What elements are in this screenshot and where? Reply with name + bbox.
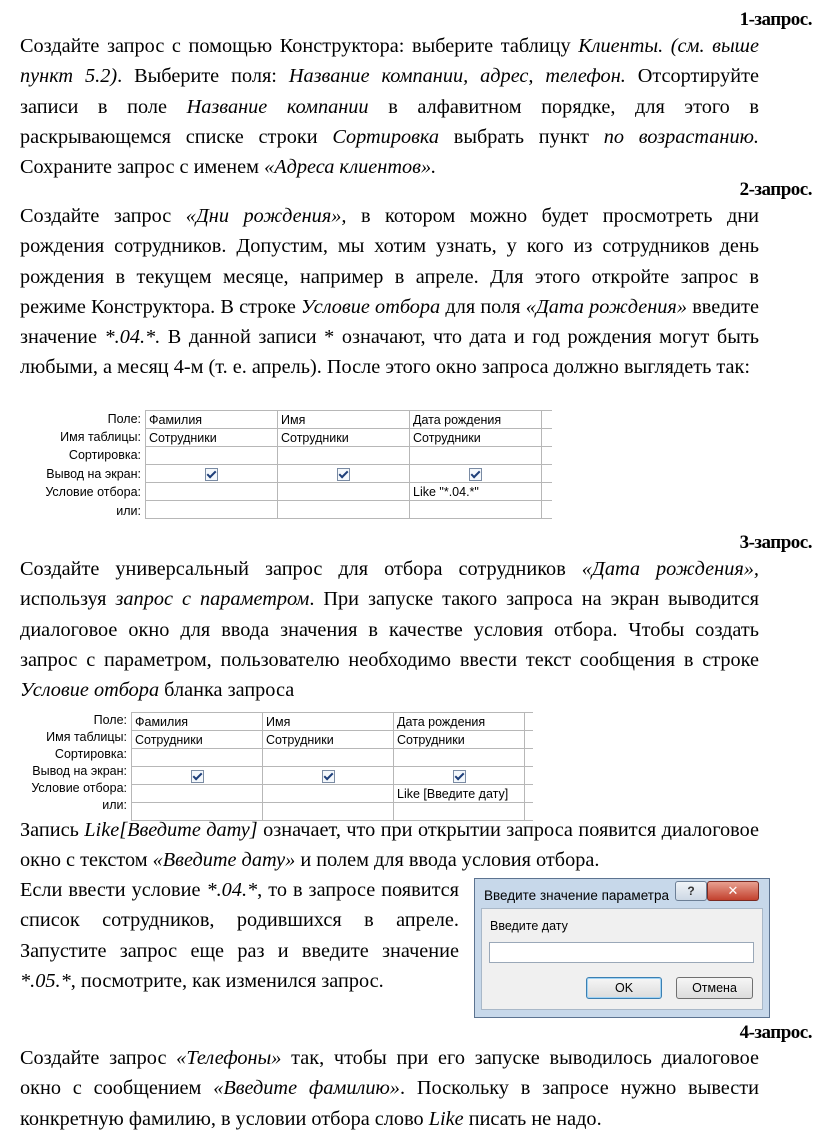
cell-criteria-3[interactable]: Like "*.04.*" (410, 483, 542, 501)
cell-show-3 (410, 465, 542, 483)
cell-field-3[interactable]: Дата рождения (410, 411, 542, 429)
cell-empty[interactable] (542, 447, 552, 465)
cell-empty[interactable] (525, 749, 533, 767)
row-label-table: Имя таблицы: (46, 730, 127, 744)
cell-empty[interactable] (542, 411, 552, 429)
query-design-grid-2 (0, 712, 540, 820)
cell-empty[interactable] (525, 767, 533, 785)
cell-or-2[interactable] (278, 501, 410, 519)
cancel-button[interactable]: Отмена (676, 977, 753, 999)
cell-show-3 (394, 767, 525, 785)
parameter-input[interactable] (489, 942, 754, 963)
paragraph-like-explanation: Запись Like[Введите дату] означает, что при открытии запроса появится диалоговое окно с текстом «Введите дату» и полем для ввода условия отбора. (20, 819, 759, 872)
row-label-table: Имя таблицы: (60, 430, 141, 444)
cell-field-2[interactable]: Имя (263, 713, 394, 731)
paragraph-query-1: Создайте запрос с помощью Конструктора: выберите таблицу Клиенты. (см. выше пункт 5.2). Выберите поля: Название компании, адрес, телефон. Отсортируйте записи в поле Название компании в алфавитном порядке, для этого в раскрывающемся списке строки Сортировка выбрать пункт по возрастанию. Сохраните запрос с именем «Адреса клиентов». (20, 35, 759, 179)
show-checkbox-2[interactable] (337, 468, 350, 481)
row-label-or: или: (102, 798, 127, 812)
paragraph-query-3: Создайте универсальный запрос для отбора сотрудников «Дата рождения», используя запрос с параметром. При запуске такого запроса на экран выводится диалоговое окно для ввода значения в качестве условия отбора. Чтобы создать запрос с параметром, пользователю необходимо ввести текст сообщения в строке Условие отбора бланка запроса (20, 558, 760, 702)
cell-field-2[interactable]: Имя (278, 411, 410, 429)
help-button[interactable]: ? (675, 881, 707, 901)
query-design-grid-1 (0, 410, 560, 528)
heading-query-1: 1-запрос. (739, 9, 812, 30)
cell-show-2 (278, 465, 410, 483)
cell-field-3[interactable]: Дата рождения (394, 713, 525, 731)
cell-sort-2[interactable] (263, 749, 394, 767)
parameter-dialog (474, 878, 770, 1018)
heading-query-3: 3-запрос. (739, 532, 812, 553)
cell-criteria-3[interactable]: Like [Введите дату] (394, 785, 525, 803)
cell-field-1[interactable]: Фамилия (132, 713, 263, 731)
paragraph-try-conditions: Если ввести условие *.04.*, то в запросе появится список сотрудников, родившихся в апреле. Запустите запрос еще раз и введите значение *.05.*, посмотрите, как изменился запрос. (20, 879, 460, 992)
show-checkbox-2[interactable] (322, 770, 335, 783)
cell-show-2 (263, 767, 394, 785)
cell-or-3[interactable] (410, 501, 542, 519)
cell-sort-3[interactable] (410, 447, 542, 465)
show-checkbox-1[interactable] (205, 468, 218, 481)
cell-criteria-1[interactable] (146, 483, 278, 501)
row-label-show: Вывод на экран: (32, 764, 127, 778)
cell-table-3[interactable]: Сотрудники (410, 429, 542, 447)
cell-criteria-1[interactable] (132, 785, 263, 803)
cell-sort-1[interactable] (132, 749, 263, 767)
heading-query-4: 4-запрос. (739, 1022, 812, 1043)
row-label-criteria: Условие отбора: (45, 485, 141, 499)
cell-table-2[interactable]: Сотрудники (263, 731, 394, 749)
cell-empty[interactable] (525, 713, 533, 731)
heading-query-2: 2-запрос. (739, 179, 812, 200)
cell-criteria-2[interactable] (263, 785, 394, 803)
dialog-prompt: Введите дату (490, 919, 568, 933)
show-checkbox-3[interactable] (453, 770, 466, 783)
cell-sort-1[interactable] (146, 447, 278, 465)
cell-empty[interactable] (525, 785, 533, 803)
cell-table-1[interactable]: Сотрудники (132, 731, 263, 749)
row-label-criteria: Условие отбора: (31, 781, 127, 795)
paragraph-query-2: Создайте запрос «Дни рождения», в котором можно будет просмотреть дни рождения сотрудников. Допустим, мы хотим узнать, у кого из сотрудников день рождения в текущем месяце, например в апреле. Для этого откройте запрос в режиме Конструктора. В строке Условие отбора для поля «Дата рождения» введите значение *.04.*. В данной записи * означают, что дата и год рождения могут быть любыми, а месяц 4-м (т. е. апрель). После этого окно запроса должно выглядеть так: (20, 205, 759, 379)
dialog-body (481, 908, 763, 1010)
show-checkbox-3[interactable] (469, 468, 482, 481)
cell-show-1 (132, 767, 263, 785)
dialog-title: Введите значение параметра (484, 888, 669, 903)
row-label-or: или: (116, 504, 141, 518)
row-label-sort: Сортировка: (68, 448, 141, 462)
cell-empty[interactable] (542, 483, 552, 501)
row-label-sort: Сортировка: (54, 747, 127, 761)
cell-sort-3[interactable] (394, 749, 525, 767)
cell-table-3[interactable]: Сотрудники (394, 731, 525, 749)
cell-empty[interactable] (542, 465, 552, 483)
cell-show-1 (146, 465, 278, 483)
paragraph-query-4: Создайте запрос «Телефоны» так, чтобы при его запуске выводилось диалоговое окно с сообщением «Введите фамилию». Поскольку в запросе нужно вывести конкретную фамилию, в условии отбора слово Like писать не надо. (20, 1047, 759, 1130)
cell-empty[interactable] (542, 429, 552, 447)
cell-criteria-2[interactable] (278, 483, 410, 501)
cell-table-2[interactable]: Сотрудники (278, 429, 410, 447)
cell-empty[interactable] (542, 501, 552, 519)
row-label-show: Вывод на экран: (46, 467, 141, 481)
cell-field-1[interactable]: Фамилия (146, 411, 278, 429)
cell-sort-2[interactable] (278, 447, 410, 465)
row-label-field: Поле: (93, 713, 127, 727)
row-label-field: Поле: (107, 412, 141, 426)
cell-or-1[interactable] (146, 501, 278, 519)
ok-button[interactable]: OK (586, 977, 662, 999)
show-checkbox-1[interactable] (191, 770, 204, 783)
cell-table-1[interactable]: Сотрудники (146, 429, 278, 447)
cell-empty[interactable] (525, 731, 533, 749)
close-button[interactable]: ✕ (707, 881, 759, 901)
